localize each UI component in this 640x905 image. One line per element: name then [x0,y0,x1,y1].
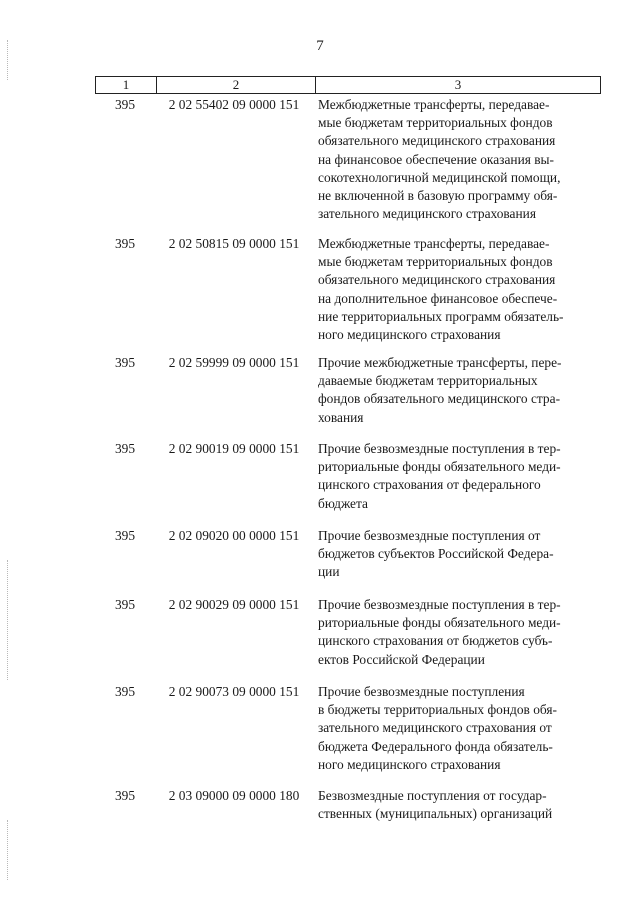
column-number-1: 1 [96,77,157,94]
budget-classification-code: 2 02 09020 00 0000 151 [168,528,300,543]
revenue-name-line: мые бюджетам территориальных фондов [318,254,553,270]
admin-code: 395 [114,528,136,543]
revenue-name-line: ции [318,564,340,580]
revenue-name-line: сокотехнологичной медицинской помощи, [318,169,561,185]
revenue-name-line: даваемые бюджетам территориальных [318,373,538,389]
revenue-name-line: ектов Российской Федерации [318,651,485,667]
budget-classification-code: 2 02 55402 09 0000 151 [168,97,300,112]
revenue-name-line: бюджета Федерального фонда обязатель- [318,738,553,754]
column-number-2: 2 [157,77,316,94]
revenue-name-line: в бюджеты территориальных фондов обя- [318,702,557,718]
admin-code: 395 [114,684,136,699]
page-number: 7 [316,38,324,54]
revenue-name-line: Межбюджетные трансферты, передавае- [318,97,550,112]
column-header-row [96,77,601,94]
revenue-name-line: бюджетов субъектов Российской Федера- [318,546,554,562]
revenue-name [318,527,592,582]
column-header-table [95,76,601,94]
revenue-name-line: мые бюджетам территориальных фондов [318,115,553,131]
revenue-name-line: цинского страхования от бюджетов субъ- [318,633,553,649]
revenue-name [318,235,592,344]
budget-classification-code: 2 02 59999 09 0000 151 [168,355,300,370]
revenue-name-line: Межбюджетные трансферты, передавае- [318,236,550,251]
revenue-name-line: Прочие безвозмездные поступления в тер- [318,441,561,456]
admin-code: 395 [114,236,136,251]
revenue-name-line: бюджета [318,495,368,511]
revenue-name [318,787,592,823]
revenue-name [318,440,592,513]
revenue-name [318,683,592,774]
revenue-name-line: не включенной в базовую программу обя- [318,188,558,204]
revenue-name-line: Прочие безвозмездные поступления от [318,528,541,543]
admin-code: 395 [114,441,136,456]
column-number-3: 3 [316,77,601,94]
revenue-name-line: на финансовое обеспечение оказания вы- [318,151,555,167]
revenue-name-line: цинского страхования от федерального [318,477,541,493]
budget-classification-code: 2 02 90073 09 0000 151 [168,684,300,699]
scan-edge-mark [7,820,9,880]
admin-code: 395 [114,97,136,112]
revenue-name-line: ние территориальных программ обязатель- [318,308,564,324]
revenue-name-line: хования [318,409,364,425]
revenue-name-line: Безвозмездные поступления от государ- [318,788,547,803]
revenue-name-line: Прочие межбюджетные трансферты, пере- [318,355,562,370]
scan-edge-mark [7,560,9,680]
revenue-name [318,354,592,427]
revenue-name-line: Прочие безвозмездные поступления [318,684,525,699]
budget-classification-code: 2 02 50815 09 0000 151 [168,236,300,251]
revenue-name-line: Прочие безвозмездные поступления в тер- [318,597,561,612]
revenue-name-line: риториальные фонды обязательного меди- [318,459,561,475]
admin-code: 395 [114,788,136,803]
admin-code: 395 [114,597,136,612]
revenue-name [318,96,592,223]
budget-classification-code: 2 02 90019 09 0000 151 [168,441,300,456]
budget-classification-code: 2 03 09000 09 0000 180 [168,788,300,803]
revenue-name-line: на дополнительное финансовое обеспече- [318,290,558,306]
revenue-name-line: риториальные фонды обязательного меди- [318,615,561,631]
budget-classification-code: 2 02 90029 09 0000 151 [168,597,300,612]
revenue-name-line: зательного медицинского страхования от [318,720,552,736]
admin-code: 395 [114,355,136,370]
revenue-name-line: ного медицинского страхования [318,756,501,772]
revenue-name-line: ного медицинского страхования [318,327,501,343]
revenue-name-line: фондов обязательного медицинского стра- [318,391,561,407]
revenue-name-line: обязательного медицинского страхования [318,272,556,288]
revenue-name-line: ственных (муниципальных) организаций [318,806,553,822]
revenue-name-line: обязательного медицинского страхования [318,133,556,149]
revenue-name-line: зательного медицинского страхования [318,206,536,222]
revenue-name [318,596,592,669]
